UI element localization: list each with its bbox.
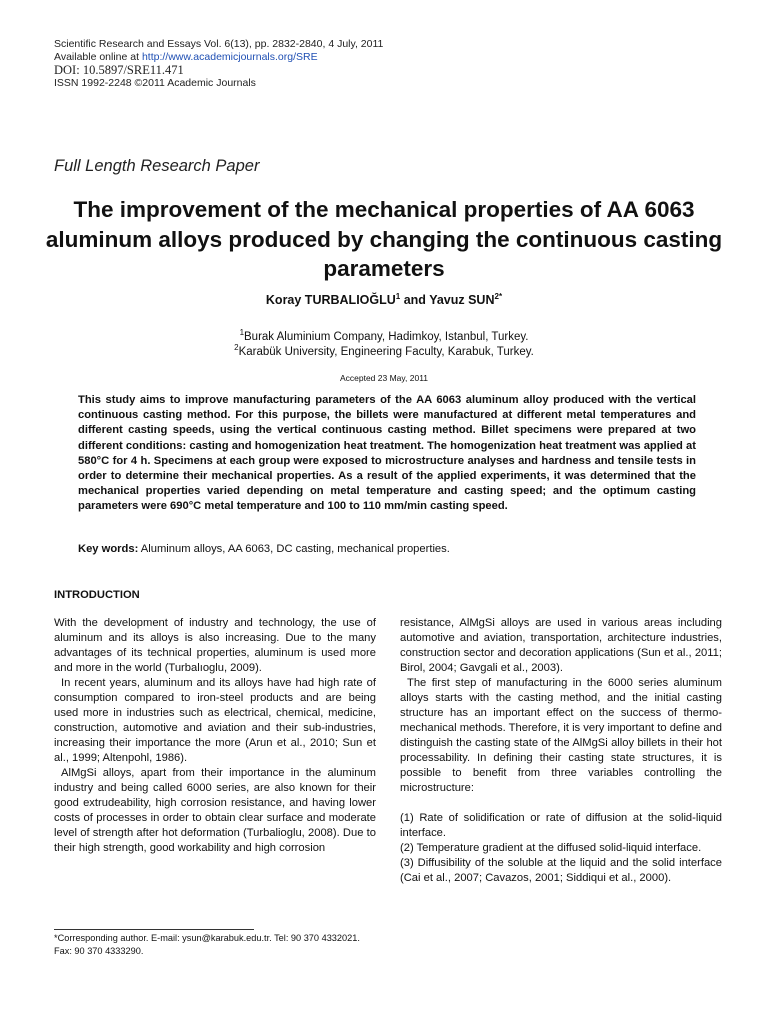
paragraph: resistance, AlMgSi alloys are used in various areas including automotive and aviation, transportation, architecture industries, construction sector and decoration applications (Sun et al., 2011; Birol, 2004; Gavgali et al., 2003). xyxy=(400,617,722,674)
paragraph: AlMgSi alloys, apart from their importance in the aluminum industry and being called 6000 series, are also known for their good extrudeability, high corrosion resistance, and having lower costs of processes in order to obtain clear surface and moderate level of strength after hot deformation (Turbalioglu, 2008). Due to their high strength, good workability and high corrosion xyxy=(54,767,376,854)
journal-url-link[interactable]: http://www.academicjournals.org/SRE xyxy=(141,50,318,63)
affiliation-marker: 2* xyxy=(494,291,503,301)
issn: ISSN 1992-2248 ©2011 Academic Journals xyxy=(54,77,256,89)
author-list xyxy=(0,293,768,307)
variables-list xyxy=(400,811,722,886)
author-name: Yavuz SUN xyxy=(429,293,495,307)
availability-line xyxy=(54,51,383,64)
accepted-date: Accepted 23 May, 2011 xyxy=(339,373,429,383)
publication-info xyxy=(54,38,383,90)
list-item: (3) Diffusibility of the soluble at the liquid and the solid interface (Cai et al., 2007; Cavazos, 2001; Siddiqui et al., 2000). xyxy=(400,857,722,884)
corresponding-marker: * xyxy=(498,291,503,301)
footnote-divider xyxy=(54,929,254,930)
paragraph: In recent years, aluminum and its alloys have had high rate of consumption compared to iron-steel products and are being used more in industries such as electrical, chemical, medicine, construction, automotive and aviation and their sub-industries, increasing their importance the more (Arun et al., 2010; Sun et al., 1999; Altenpohl, 1986). xyxy=(54,677,376,764)
list-item: (1) Rate of solidification or rate of diffusion at the solid-liquid interface. xyxy=(400,812,722,839)
paragraph: The first step of manufacturing in the 6000 series aluminum alloys starts with the casting method, and the initial casting structure has an important effect on the success of thermo-mechanical methods. Therefore, it is very important to define and distinguish the casting state of the AlMgSi alloy billets in their hot processability. In defining their casting state structures, it is possible to benefit from three variables controlling the microstructure: xyxy=(400,677,722,794)
doi: DOI: 10.5897/SRE11.471 xyxy=(54,63,184,77)
availability-prefix: Available online at xyxy=(54,50,142,63)
paragraph: With the development of industry and technology, the use of aluminum and its alloys is also increasing. Due to the many advantages of its technical properties, aluminum is used more and more in the world (Turbalıoglu, 2009). xyxy=(54,617,376,674)
author-connector: and xyxy=(400,293,430,307)
affiliation: $^1$Burak Aluminium Company, Hadimkoy, Istanbul, Turkey. xyxy=(239,328,529,343)
affiliation: $^2$Karabük University, Engineering Faculty, Karabuk, Turkey. xyxy=(234,343,534,358)
abstract: This study aims to improve manufacturing parameters of the AA 6063 aluminum alloy produced with the vertical continuous casting method. For this purpose, the billets were manufactured at different metal temperatures and different casting speeds, using the vertical continuous casting method. Billet specimens were prepared at two different conditions: casting and homogenization heat treatment. The homogenization heat treatment was applied at 580°C for 4 h. Specimens at each group were exposed to microstructure analyses and hardness and tensile tests in order to determine their mechanical properties. As a result of the applied experiments, it was determined that the mechanical properties varied depending on metal temperature and casting speed; and the optimum casting parameters were 690°C metal temperature and 100 to 110 mm/min casting speed. xyxy=(78,394,696,513)
paper-title: The improvement of the mechanical properties of AA 6063 aluminum alloys produced by changing the continuous casting parameters xyxy=(45,197,723,281)
left-column xyxy=(54,616,376,856)
right-column xyxy=(400,616,722,886)
keywords xyxy=(78,543,696,555)
keywords-label: Key words: xyxy=(78,543,139,555)
paper-type: Full Length Research Paper xyxy=(54,157,260,175)
affiliation-marker: 1 xyxy=(395,291,401,301)
list-item: (2) Temperature gradient at the diffused solid-liquid interface. xyxy=(400,842,702,854)
affiliations xyxy=(0,330,768,360)
journal-citation: Scientific Research and Essays Vol. 6(13), pp. 2832-2840, 4 July, 2011 xyxy=(54,38,384,50)
corresponding-author-footnote: *Corresponding author. E-mail: ysun@karabuk.edu.tr. Tel: 90 370 4332021. Fax: 90 370 4333290. xyxy=(54,933,360,956)
section-heading: INTRODUCTION xyxy=(54,589,140,601)
keywords-text: Aluminum alloys, AA 6063, DC casting, mechanical properties. xyxy=(138,543,450,555)
author-name: Koray TURBALIOĞLU xyxy=(265,293,396,307)
